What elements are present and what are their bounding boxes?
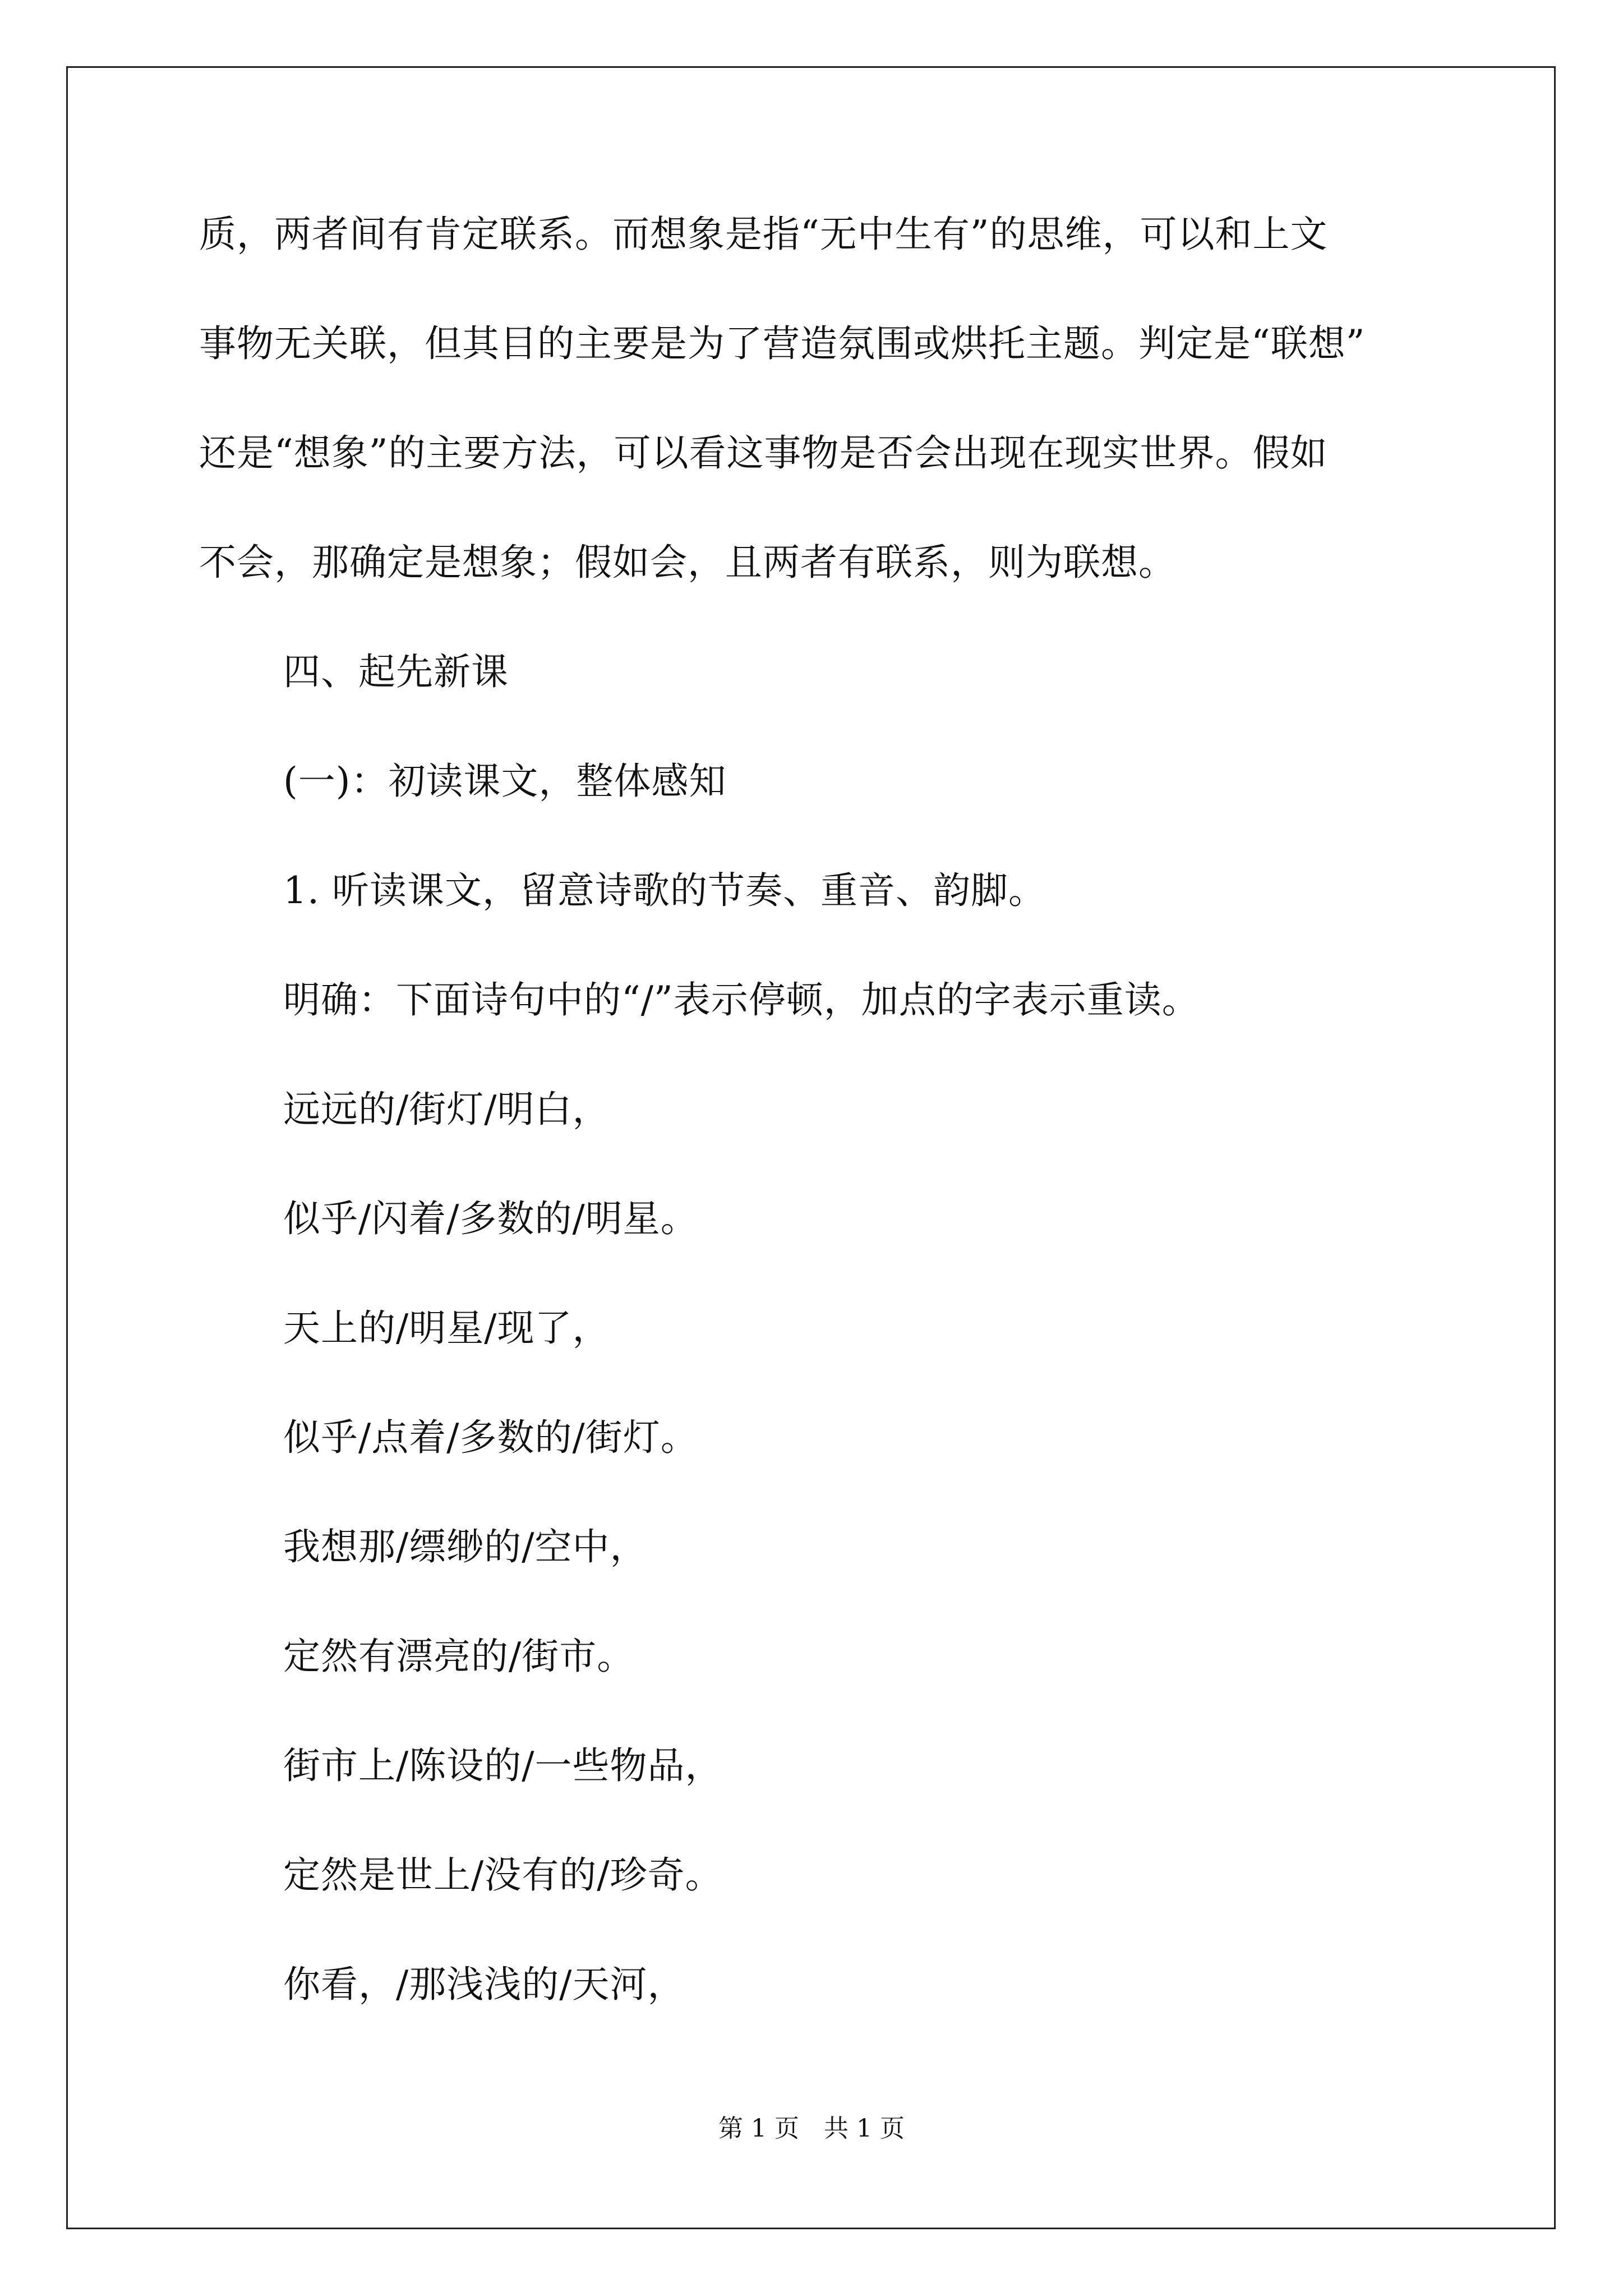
poem-line-8: 定然是世上/没有的/珍奇。 <box>283 1853 723 1897</box>
poem-line-1: 远远的/街灯/明白， <box>283 1088 610 1131</box>
poem-line-4: 似乎/点着/多数的/街灯。 <box>283 1416 698 1459</box>
text-line-3: 还是“想象”的主要方法，可以看这事物是否会出现在现实世界。假如 <box>199 431 1328 475</box>
poem-line-5: 我想那/缥缈的/空中， <box>283 1525 648 1568</box>
poem-line-2: 似乎/闪着/多数的/明星。 <box>283 1197 698 1240</box>
poem-line-3: 天上的/明星/现了， <box>283 1306 610 1350</box>
section-heading: 四、起先新课 <box>283 650 509 693</box>
document-body <box>199 213 1433 2073</box>
poem-line-9: 你看，/那浅浅的/天河， <box>283 1963 685 2006</box>
explanation-line: 明确：下面诗句中的“/”表示停顿，加点的字表示重读。 <box>283 978 1200 1022</box>
subsection-heading: (一)：初读课文，整体感知 <box>283 760 727 803</box>
text-line-4: 不会，那确定是想象；假如会，且两者有联系，则为联想。 <box>199 541 1176 584</box>
poem-line-6: 定然有漂亮的/街市。 <box>283 1635 635 1678</box>
text-line-2: 事物无关联，但其目的主要是为了营造氛围或烘托主题。判定是“联想” <box>199 322 1366 365</box>
page-footer: 第 1 页 共 1 页 <box>718 2114 905 2143</box>
instruction-line: 1. 听读课文，留意诗歌的节奏、重音、韵脚。 <box>283 869 1046 912</box>
poem-line-7: 街市上/陈设的/一些物品， <box>283 1744 723 1787</box>
text-line-1: 质，两者间有肯定联系。而想象是指“无中生有”的思维，可以和上文 <box>199 213 1328 256</box>
